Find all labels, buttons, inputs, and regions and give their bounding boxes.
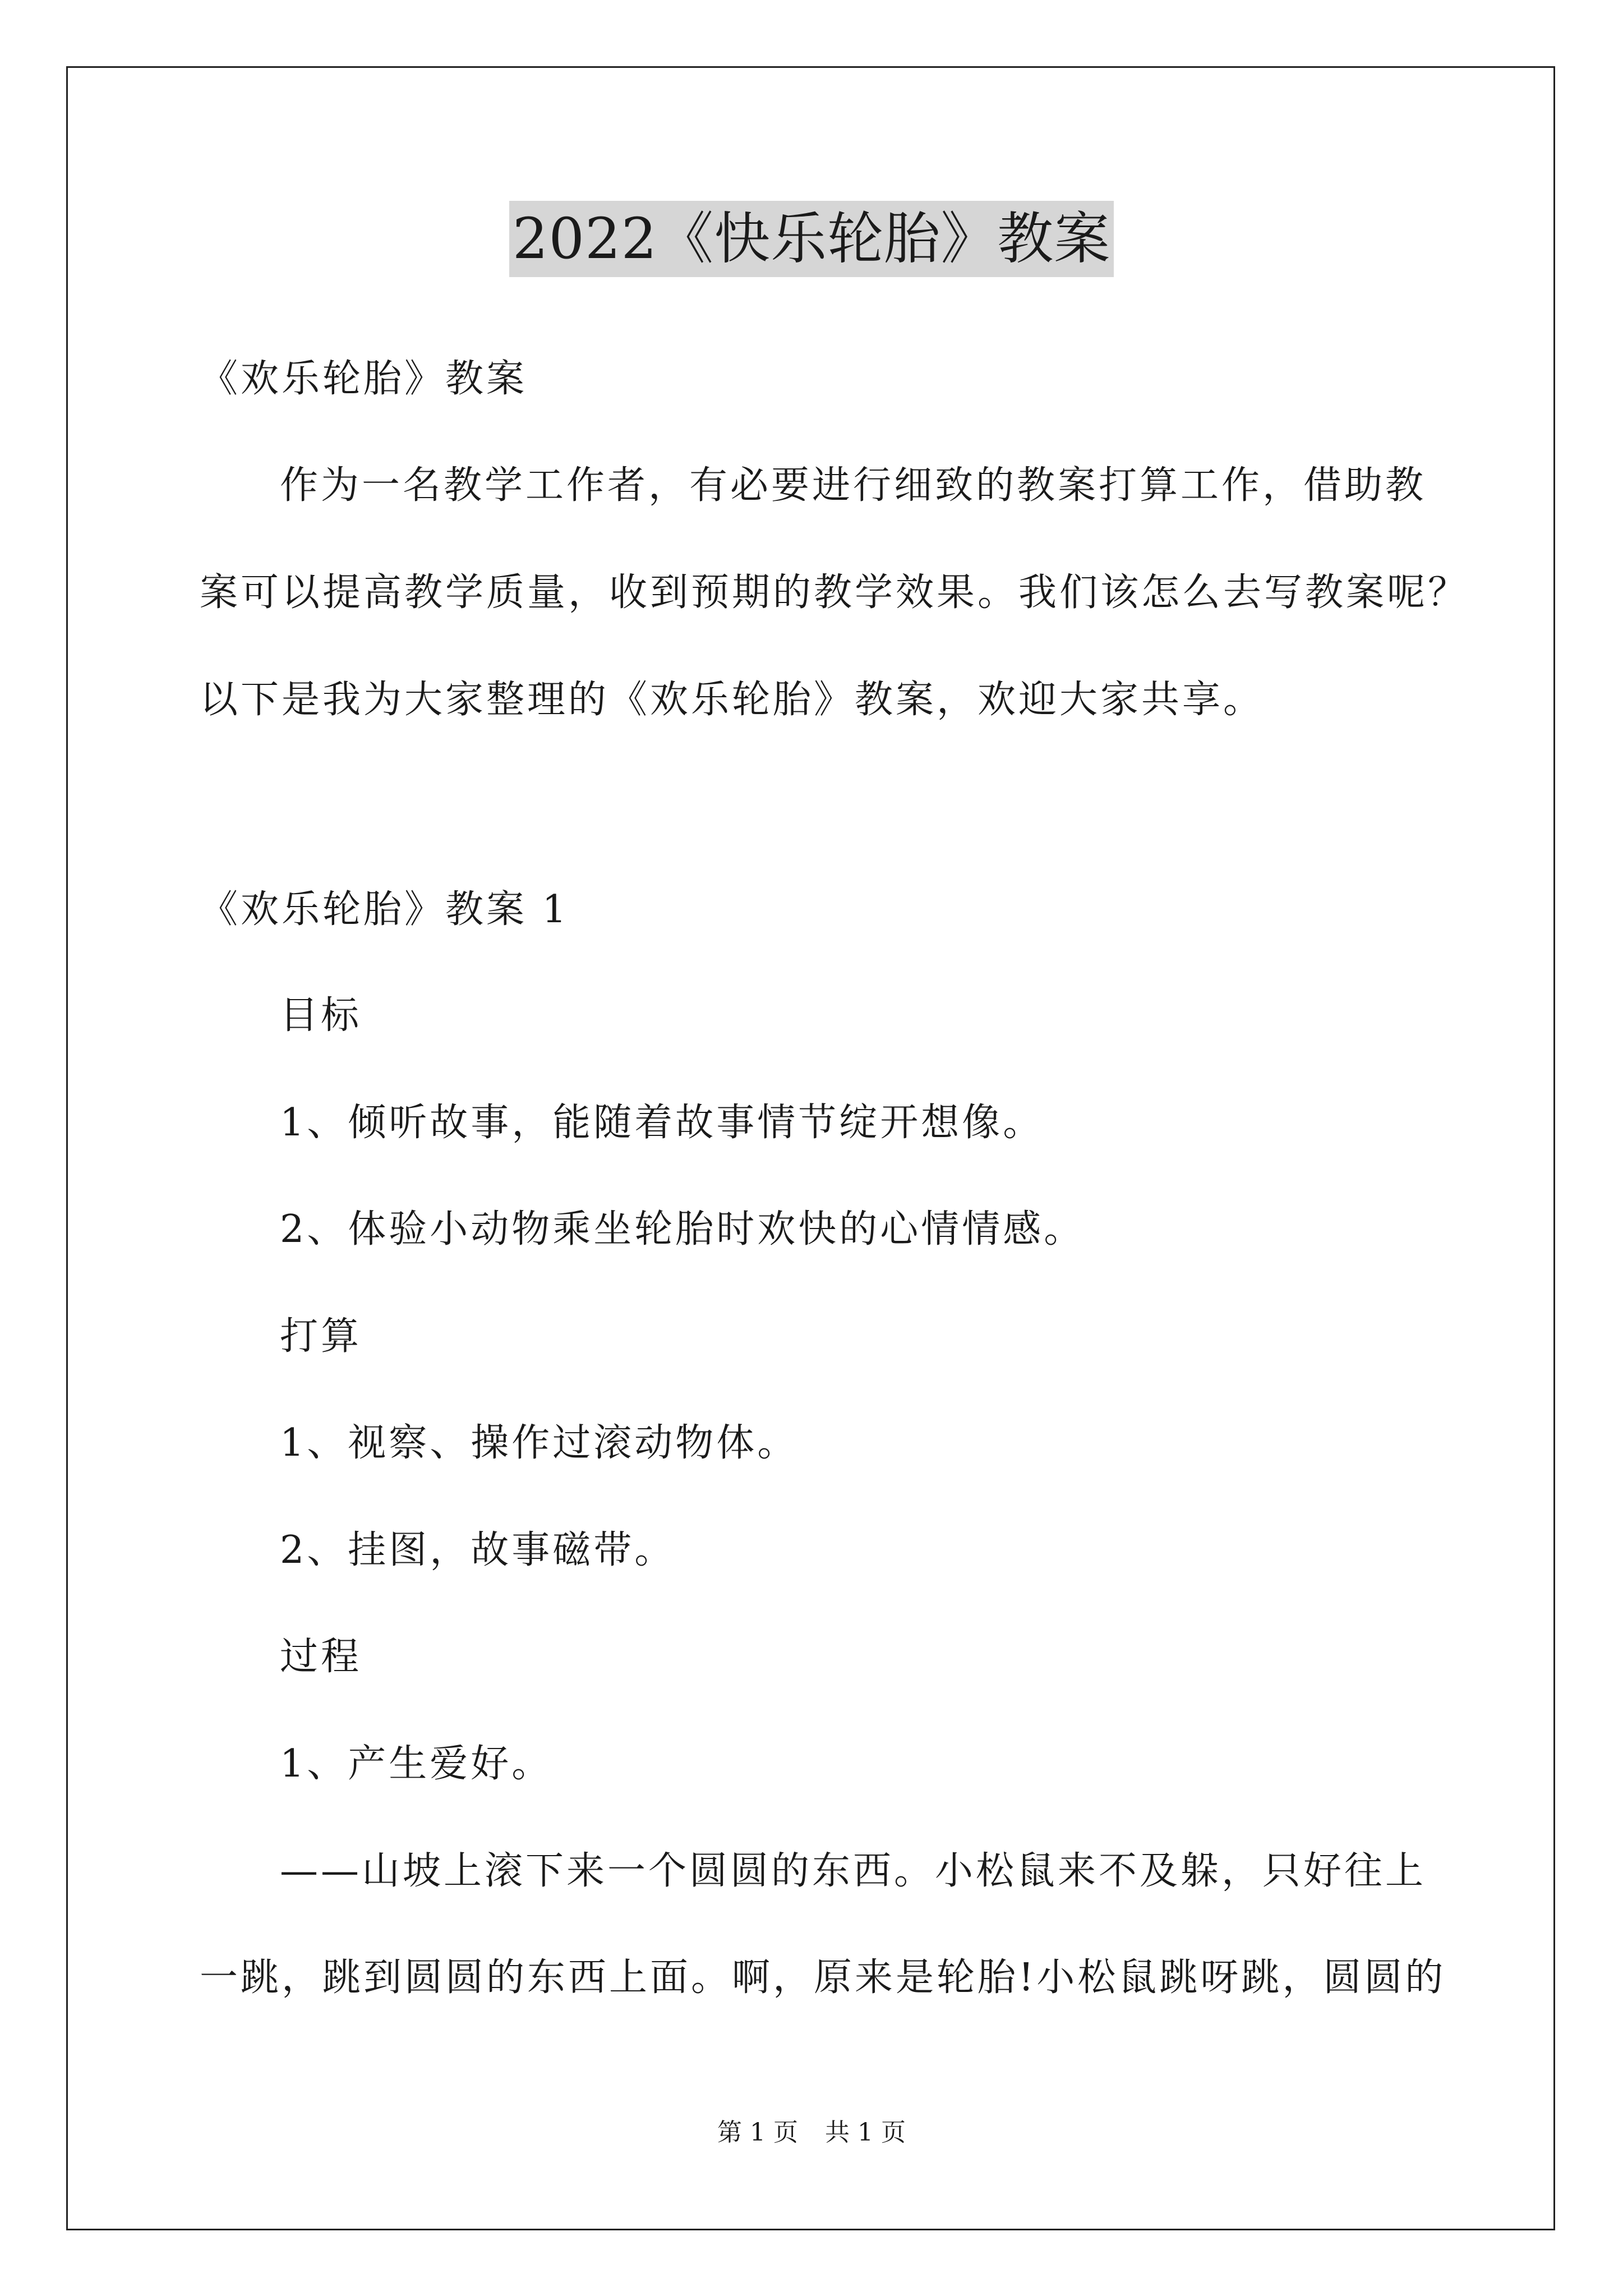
- lesson-heading: 《欢乐轮胎》教案 1: [200, 887, 569, 932]
- prep-heading: 打算: [280, 1314, 362, 1359]
- intro-line-1: 作为一名教学工作者，有必要进行细致的教案打算工作，借助教: [280, 463, 1427, 508]
- section-heading: 《欢乐轮胎》教案: [200, 357, 528, 401]
- intro-line-3: 以下是我为大家整理的《欢乐轮胎》教案，欢迎大家共享。: [200, 678, 1265, 722]
- page-total: 共 1 页: [825, 2118, 906, 2147]
- goal-heading: 目标: [280, 993, 362, 1038]
- prep-item-2: 2、挂图，故事磁带。: [280, 1528, 676, 1572]
- document-title: 2022《快乐轮胎》教案: [509, 201, 1114, 277]
- process-item-1: 1、产生爱好。: [280, 1742, 553, 1786]
- goal-item-2: 2、体验小动物乘坐轮胎时欢快的心情情感。: [280, 1207, 1085, 1251]
- goal-item-1: 1、倾听故事，能随着故事情节绽开想像。: [280, 1101, 1044, 1145]
- intro-line-2: 案可以提高教学质量，收到预期的教学效果。我们该怎么去写教案呢？: [200, 570, 1469, 615]
- page-number: 第 1 页: [717, 2118, 798, 2147]
- process-heading: 过程: [280, 1635, 362, 1679]
- story-line-2: 一跳，跳到圆圆的东西上面。啊，原来是轮胎!小松鼠跳呀跳，圆圆的: [200, 1955, 1446, 2000]
- story-line-1: ——山坡上滚下来一个圆圆的东西。小松鼠来不及躲，只好往上: [280, 1849, 1427, 1893]
- prep-item-1: 1、视察、操作过滚动物体。: [280, 1421, 799, 1465]
- title-container: [0, 201, 1623, 277]
- page-footer: [0, 2118, 1623, 2147]
